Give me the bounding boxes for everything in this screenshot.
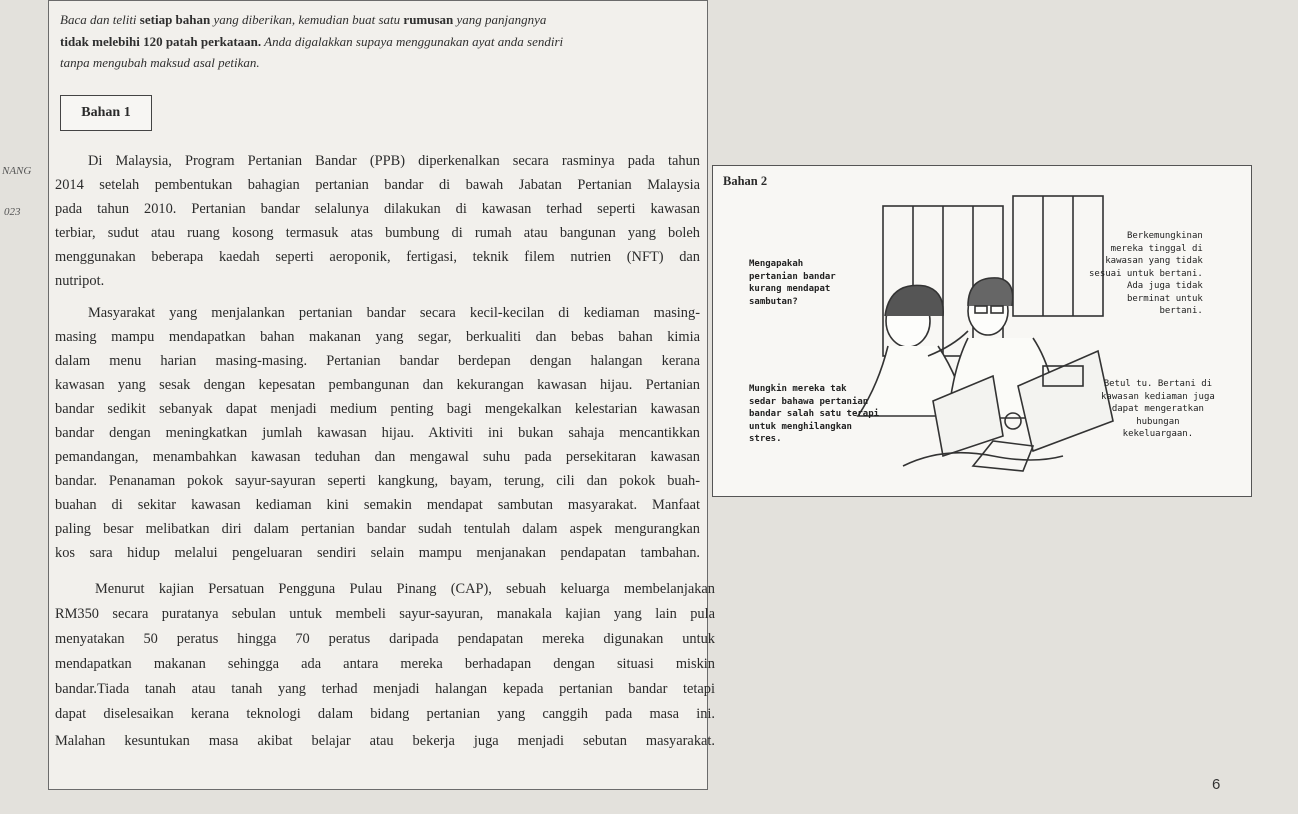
speech-bubble-question: [749, 258, 836, 308]
passage-line: dalam menu harian masing-masing. Pertanian bandar berdepan dengan halangan kerana: [55, 353, 700, 369]
bubble-line: sedar bahawa pertanian: [749, 396, 869, 407]
margin-note-1: NANG: [2, 165, 32, 177]
passage-line: 2014 setelah pembentukan bahagian pertanian bandar di bawah Jabatan Pertanian Malaysia: [55, 177, 700, 193]
instruction-line-3: tanpa mengubah maksud asal petikan.: [60, 55, 260, 70]
speech-bubble-reply-1: [749, 383, 879, 446]
passage-line: Menurut kajian Persatuan Pengguna Pulau Pinang (CAP), sebuah keluarga membelanjakan: [95, 581, 715, 597]
bubble-line: Mengapakah: [749, 259, 804, 269]
passage-line: RM350 secara puratanya sebulan untuk membeli sayur-sayuran, manakala kajian yang lain pula: [55, 606, 715, 622]
bahan-2-label: Bahan 2: [723, 174, 768, 188]
bubble-line: dapat mengeratkan: [1111, 404, 1204, 414]
speech-bubble-reply-3: [1101, 378, 1215, 441]
instruction-line-2: tidak melebihi 120 patah perkataan. Anda digalakkan supaya menggunakan ayat anda sendiri: [60, 34, 564, 49]
bubble-line: sesuai untuk bertani.: [1089, 268, 1203, 279]
bubble-line: untuk menghilangkan: [749, 421, 852, 432]
bubble-line: hubungan: [1136, 416, 1180, 427]
passage-line: paling besar melibatkan diri dalam pertanian bandar sudah tentulah dalam aspek mengurangkan: [55, 521, 700, 537]
passage-line: menyatakan 50 peratus hingga 70 peratus daripada pendapatan mereka digunakan untuk: [55, 631, 715, 647]
passage-line: pemandangan, menambahkan kawasan teduhan dan mengawal suhu pada persekitaran kawasan: [55, 449, 700, 465]
bahan-1-label: Bahan 1: [60, 95, 152, 131]
bubble-line: pertanian bandar: [749, 271, 836, 282]
passage-line: menggunakan beberapa kaedah seperti aeroponik, fertigasi, teknik filem nutrien (NFT) dan: [55, 249, 700, 265]
bubble-line: stres.: [749, 434, 782, 444]
passage-line: kawasan yang sesak dengan kepesatan pembangunan dan kekurangan kawasan hijau. Pertanian: [55, 377, 700, 393]
passage-line: kos sara hidup melalui pengeluaran sendiri selain mampu menjanakan pendapatan tambahan.: [55, 545, 700, 561]
passage-line: dapat diselesaikan kerana teknologi dalam bidang pertanian yang canggih pada masa ini.: [55, 706, 715, 722]
bubble-line: berminat untuk: [1126, 293, 1203, 304]
passage-line: mendapatkan makanan sehingga ada antara mereka berhadapan dengan situasi miskin: [55, 656, 715, 672]
bubble-line: Berkemungkinan: [1126, 231, 1203, 241]
bubble-line: bandar salah satu terapi: [749, 409, 880, 419]
passage-line: Malahan kesuntukan masa akibat belajar atau bekerja juga menjadi sebutan masyarakat.: [55, 733, 715, 749]
speech-bubble-reply-2: [1089, 230, 1203, 318]
bubble-line: mereka tinggal di: [1110, 243, 1203, 254]
passage-line: bandar sedikit sebanyak dapat menjadi medium penting bagi mengekalkan kelestarian kawasan: [55, 401, 700, 417]
bahan-2-panel: [712, 165, 1252, 497]
instruction-line-1: Baca dan teliti setiap bahan yang diberikan, kemudian buat satu rumusan yang panjangnya: [60, 12, 547, 27]
bubble-line: kawasan yang tidak: [1105, 256, 1203, 266]
bubble-line: kawasan kediaman juga: [1101, 391, 1215, 402]
bubble-line: Ada juga tidak: [1126, 281, 1203, 291]
bubble-line: kurang mendapat: [749, 284, 831, 294]
bubble-line: Betul tu. Bertani di: [1103, 379, 1213, 389]
margin-note-2: 023: [4, 206, 21, 218]
passage-line: bandar. Penanaman pokok sayur-sayuran seperti kangkung, bayam, terung, cili dan pokok buah-: [55, 473, 700, 489]
bubble-line: bertani.: [1159, 306, 1203, 316]
passage-line: nutripot.: [55, 273, 105, 289]
passage-line: bandar.Tiada tanah atau tanah yang terhad menjadi halangan kepada pertanian bandar tetapi: [55, 681, 715, 697]
passage-line: buahan di sekitar kawasan kediaman kini semakin mendapat sambutan masyarakat. Manfaat: [55, 497, 700, 513]
passage-line: pada tahun 2010. Pertanian bandar selalunya dilakukan di kawasan terhad seperti kawasan: [55, 201, 700, 217]
passage-line: Di Malaysia, Program Pertanian Bandar (PPB) diperkenalkan secara rasminya pada tahun: [88, 153, 700, 169]
passage-line: bandar dengan meningkatkan jumlah kawasan hijau. Aktiviti ini bukan sahaja mencantikkan: [55, 425, 700, 441]
passage-line: masing mampu mendapatkan bahan makanan yang segar, berkualiti dan bebas bahan kimia: [55, 329, 700, 345]
bubble-line: kekeluargaan.: [1122, 429, 1194, 439]
passage-line: terbiar, sudut atau ruang kosong termasuk atas bumbung di rumah atau bangunan yang boleh: [55, 225, 700, 241]
bubble-line: sambutan?: [749, 296, 798, 307]
bubble-line: Mungkin mereka tak: [749, 384, 847, 394]
passage-line: Masyarakat yang menjalankan pertanian bandar secara kecil-kecilan di kediaman masing-: [88, 305, 700, 321]
page-number: 6: [1212, 776, 1221, 793]
comic-illustration: [713, 166, 1253, 498]
